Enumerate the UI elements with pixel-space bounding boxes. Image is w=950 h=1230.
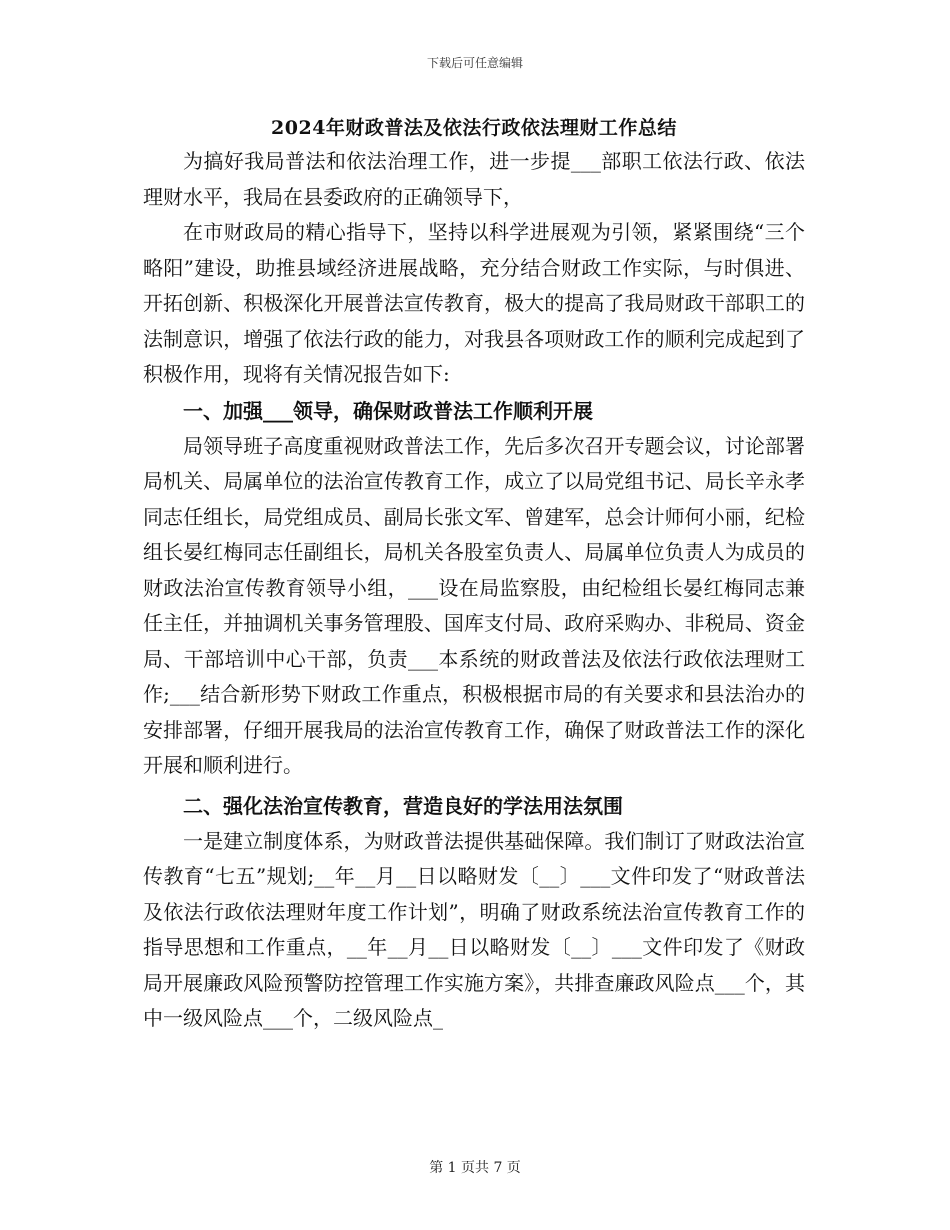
section-heading-2: 二、强化法治宣传教育，营造良好的学法用法氛围: [183, 793, 623, 818]
section-heading-1: 一、加强___领导，确保财政普法工作顺利开展: [183, 398, 593, 423]
paragraph-intro: 为搞好我局普法和依法治理工作，进一步提___部职工依法行政、依法理财水平，我局在县委政府的正确领导下，: [143, 149, 805, 209]
header-note: 下载后可任意编辑: [426, 56, 523, 70]
paragraph-leadership: 局领导班子高度重视财政普法工作，先后多次召开专题会议，讨论部署局机关、局属单位的法治宣传教育工作，成立了以局党组书记、局长辛永孝同志任组长，局党组成员、副局长张文军、曾建军，总会计师何小丽，纪检组长晏红梅同志任副组长，局机关各股室负责人、局属单位负责人为成员的财政法治宣传教育领导小组，___设在局监察股，由纪检组长晏红梅同志兼任主任，并抽调机关事务管理股、国库支付局、政府采购办、非税局、资金局、干部培训中心干部，负责___本系统的财政普法及依法行政依法理财工作;___结合新形势下财政工作重点，积极根据市局的有关要求和县法治办的安排部署，仔细开展我局的法治宣传教育工作，确保了财政普法工作的深化开展和顺利进行。: [143, 433, 805, 777]
document-body: [143, 112, 805, 1037]
paragraph-system: 一是建立制度体系，为财政普法提供基础保障。我们制订了财政法治宣传教育“七五”规划;__年__月__日以略财发〔__〕___文件印发了“财政普法及依法行政依法理财年度工作计划”，明确了财政系统法治宣传教育工作的指导思想和工作重点，__年__月__日以略财发〔__〕___文件印发了《财政局开展廉政风险预警防控管理工作实施方案》，共排查廉政风险点___个，其中一级风险点___个，二级风险点_: [143, 828, 805, 1030]
page-number: 第 1 页共 7 页: [429, 1160, 521, 1176]
document-title: 2024年财政普法及依法行政依法理财工作总结: [271, 117, 677, 139]
paragraph-background: 在市财政局的精心指导下，坚持以科学进展观为引领，紧紧围绕“三个略阳”建设，助推县域经济进展战略，充分结合财政工作实际，与时俱进、开拓创新、积极深化开展普法宣传教育，极大的提高了我局财政干部职工的法制意识，增强了依法行政的能力，对我县各项财政工作的顺利完成起到了积极作用，现将有关情况报告如下:: [143, 220, 805, 386]
